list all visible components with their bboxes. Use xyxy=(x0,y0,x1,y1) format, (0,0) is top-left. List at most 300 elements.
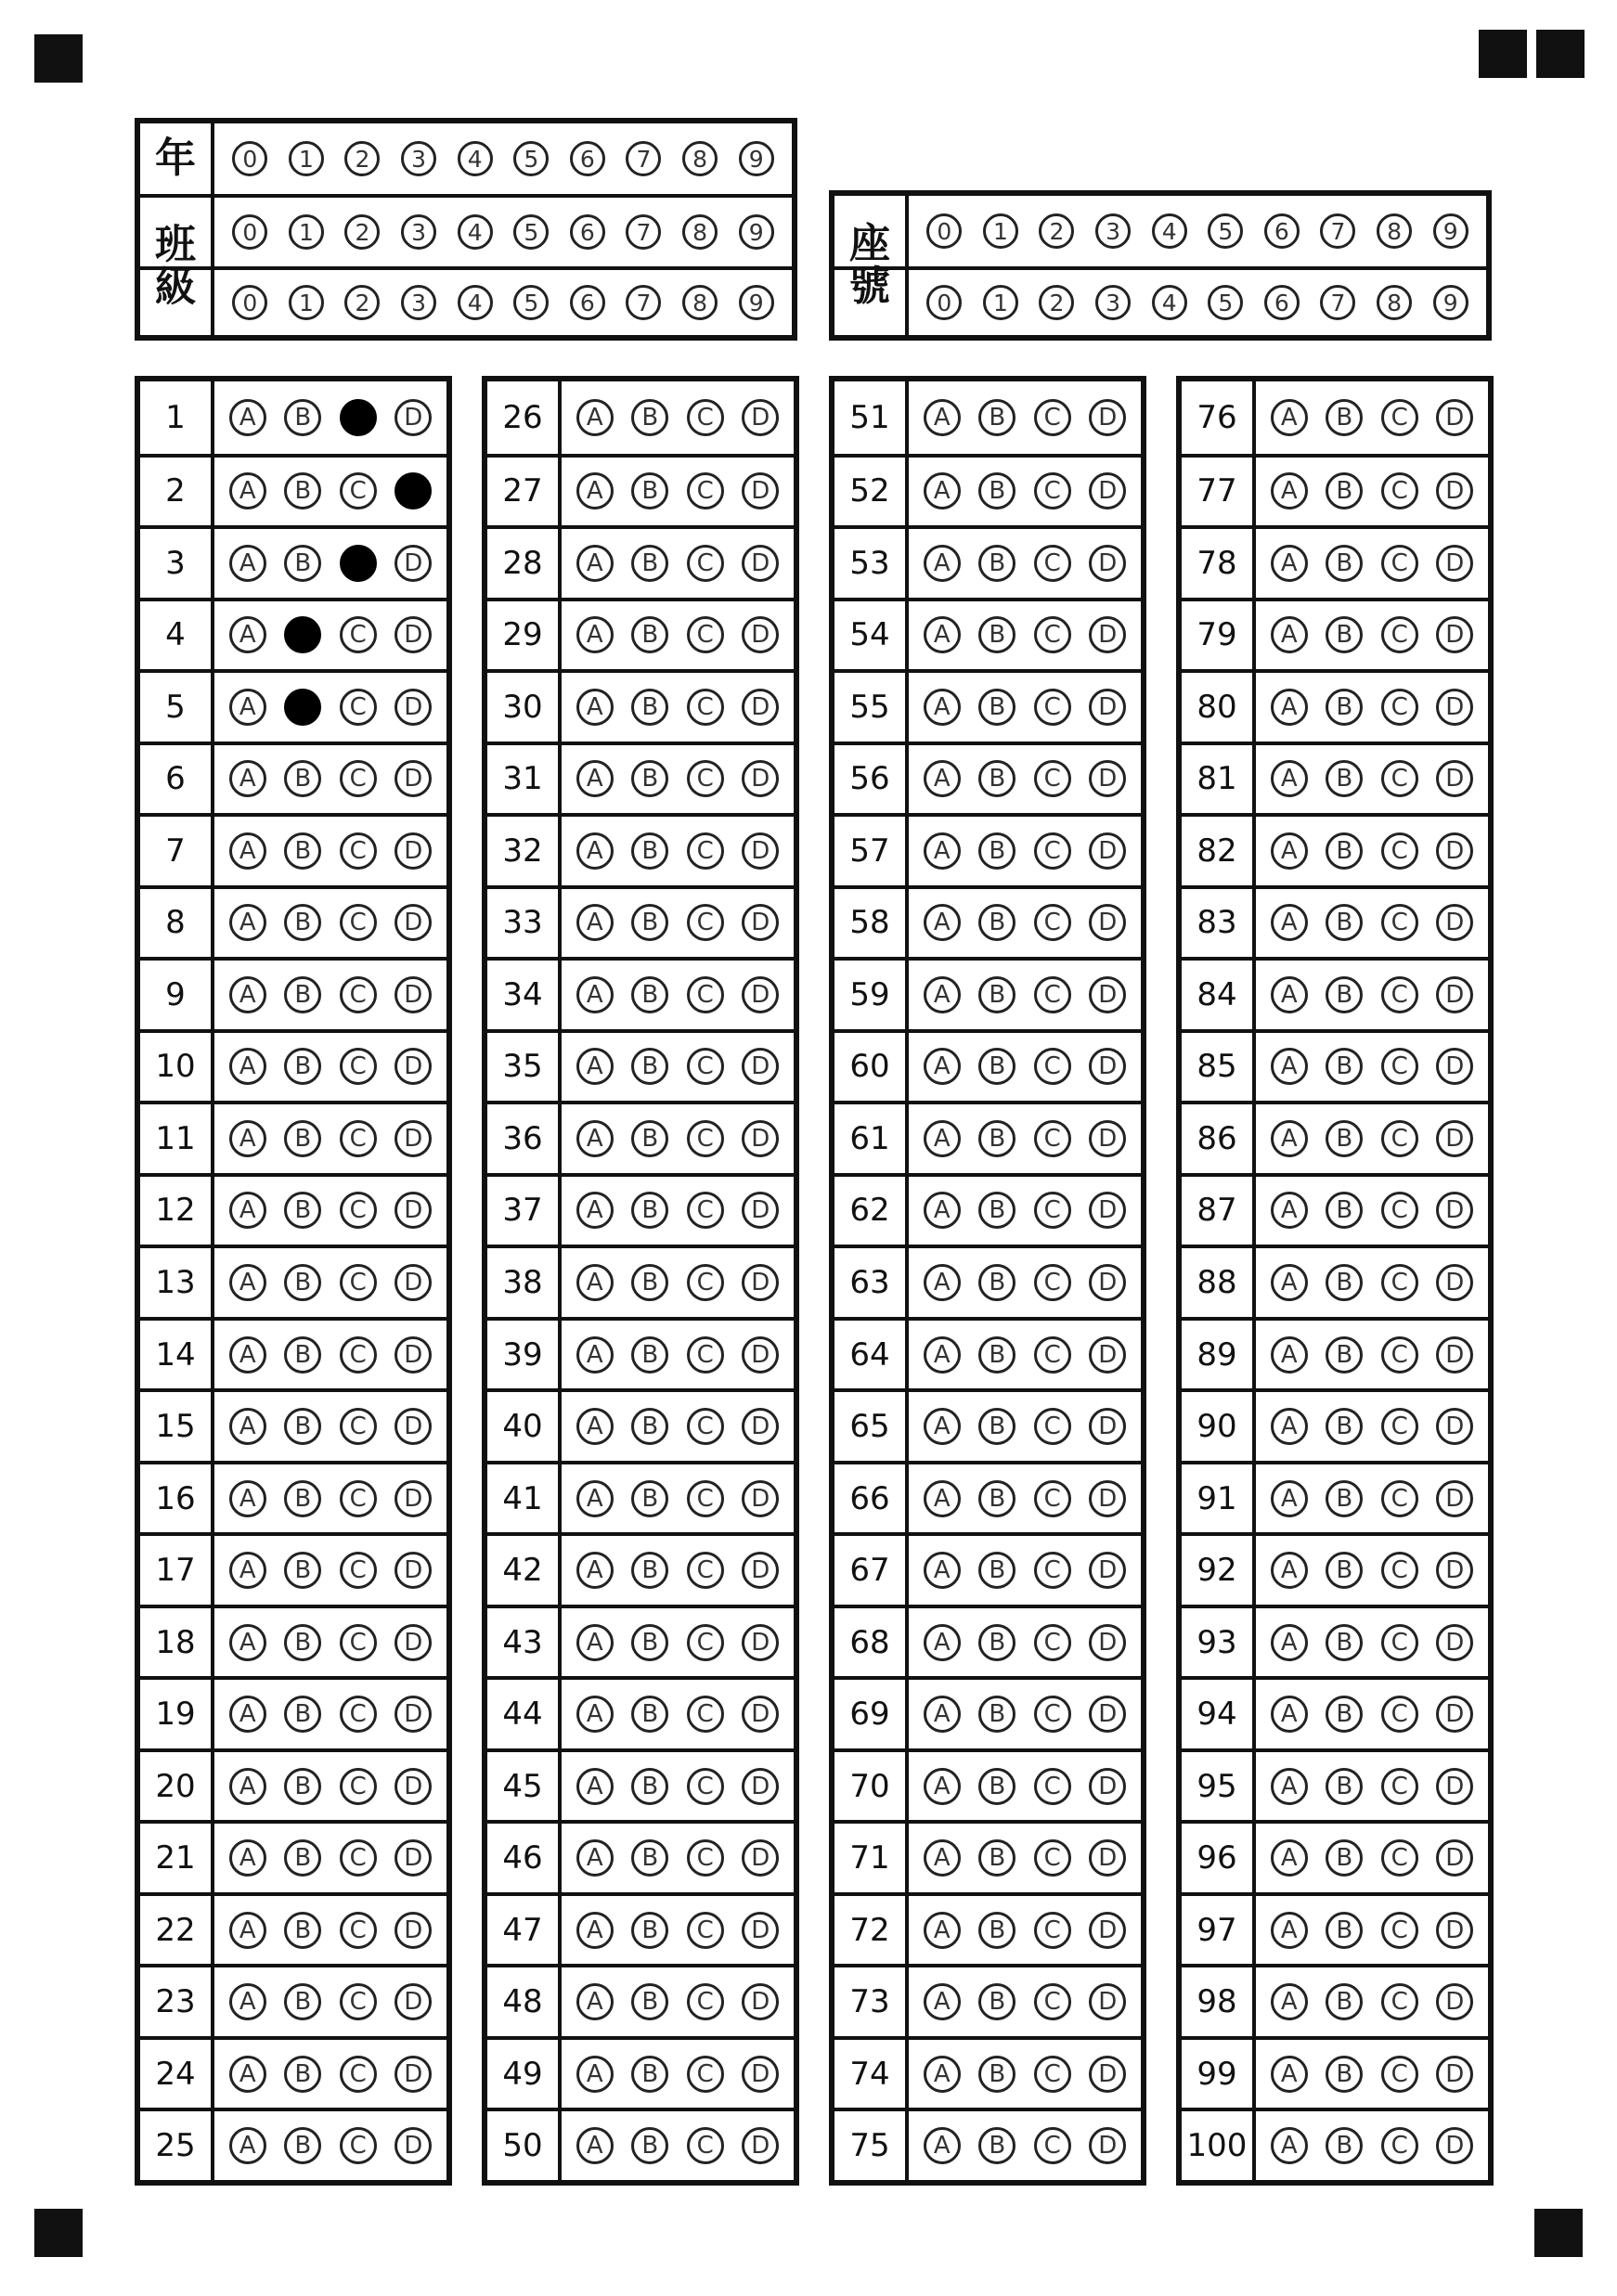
answer-bubble-b[interactable]: B xyxy=(631,689,668,726)
answer-bubble-b[interactable]: B xyxy=(284,1624,321,1661)
answer-bubble-d[interactable]: D xyxy=(742,399,779,436)
answer-bubble-d[interactable]: D xyxy=(1436,904,1473,941)
answer-bubble-c[interactable]: C xyxy=(1381,616,1418,653)
answer-bubble-b[interactable]: B xyxy=(1326,1120,1363,1157)
answer-bubble-a[interactable]: A xyxy=(229,1336,266,1374)
answer-bubble-a[interactable]: A xyxy=(576,1912,614,1949)
answer-bubble-d[interactable]: D xyxy=(1436,1192,1473,1229)
answer-bubble-a[interactable]: A xyxy=(924,1839,961,1877)
answer-bubble-b[interactable]: B xyxy=(631,2056,668,2093)
answer-bubble-c[interactable]: C xyxy=(1034,1552,1071,1589)
answer-bubble-d[interactable]: D xyxy=(1436,545,1473,582)
answer-bubble-c[interactable]: C xyxy=(687,1839,724,1877)
answer-bubble-d[interactable]: D xyxy=(395,1768,432,1805)
answer-bubble-d[interactable]: D xyxy=(1089,1839,1126,1877)
answer-bubble-a[interactable]: A xyxy=(576,1552,614,1589)
digit-bubble-6[interactable]: 6 xyxy=(1264,213,1300,249)
answer-bubble-d[interactable]: D xyxy=(1089,760,1126,797)
answer-bubble-a[interactable]: A xyxy=(576,1192,614,1229)
answer-bubble-b[interactable]: B xyxy=(631,1983,668,2020)
answer-bubble-d[interactable]: D xyxy=(1089,2056,1126,2093)
answer-bubble-c[interactable]: C xyxy=(340,832,377,870)
digit-bubble-1[interactable]: 1 xyxy=(983,213,1018,249)
answer-bubble-b[interactable]: B xyxy=(284,399,321,436)
answer-bubble-d[interactable]: D xyxy=(1089,1696,1126,1733)
answer-bubble-d[interactable]: D xyxy=(1089,1408,1126,1445)
answer-bubble-b[interactable]: B xyxy=(631,1408,668,1445)
answer-bubble-c[interactable]: C xyxy=(1381,1983,1418,2020)
answer-bubble-d[interactable]: D xyxy=(1089,1552,1126,1589)
answer-bubble-b[interactable]: B xyxy=(631,1264,668,1301)
answer-bubble-a[interactable]: A xyxy=(924,1048,961,1085)
answer-bubble-a[interactable]: A xyxy=(924,1408,961,1445)
answer-bubble-c[interactable]: C xyxy=(1034,1408,1071,1445)
answer-bubble-a[interactable]: A xyxy=(229,399,266,436)
digit-bubble-9[interactable]: 9 xyxy=(1433,213,1468,249)
answer-bubble-a[interactable]: A xyxy=(229,1480,266,1517)
answer-bubble-d[interactable]: D xyxy=(1436,1048,1473,1085)
answer-bubble-d[interactable]: D xyxy=(395,1192,432,1229)
answer-bubble-d[interactable]: D xyxy=(1089,472,1126,510)
answer-bubble-d[interactable]: D xyxy=(1089,545,1126,582)
answer-bubble-a[interactable]: A xyxy=(1271,1552,1308,1589)
answer-bubble-a[interactable]: A xyxy=(576,399,614,436)
answer-bubble-c[interactable]: C xyxy=(340,1552,377,1589)
answer-bubble-b[interactable]: B xyxy=(631,399,668,436)
answer-bubble-a[interactable]: A xyxy=(229,472,266,510)
answer-bubble-a[interactable]: A xyxy=(576,904,614,941)
answer-bubble-c[interactable]: C xyxy=(1381,1552,1418,1589)
answer-bubble-b[interactable]: B xyxy=(631,545,668,582)
answer-bubble-c[interactable]: C xyxy=(687,2127,724,2164)
answer-bubble-d[interactable]: D xyxy=(742,1120,779,1157)
answer-bubble-c[interactable]: C xyxy=(340,1480,377,1517)
answer-bubble-c[interactable]: C xyxy=(1034,904,1071,941)
digit-bubble-1[interactable]: 1 xyxy=(289,285,324,320)
answer-bubble-c[interactable]: C xyxy=(687,904,724,941)
answer-bubble-b[interactable]: B xyxy=(631,472,668,510)
answer-bubble-d[interactable]: D xyxy=(1089,904,1126,941)
answer-bubble-a[interactable]: A xyxy=(576,1839,614,1877)
answer-bubble-c[interactable]: C xyxy=(1034,472,1071,510)
answer-bubble-b[interactable]: B xyxy=(1326,1480,1363,1517)
answer-bubble-b[interactable]: B xyxy=(978,2127,1015,2164)
answer-bubble-c[interactable]: C xyxy=(340,1839,377,1877)
answer-bubble-d[interactable]: D xyxy=(742,1839,779,1877)
answer-bubble-d[interactable]: D xyxy=(1436,689,1473,726)
answer-bubble-a[interactable]: A xyxy=(924,2056,961,2093)
answer-bubble-b[interactable]: B xyxy=(1326,976,1363,1013)
answer-bubble-d[interactable]: D xyxy=(742,1768,779,1805)
answer-bubble-b[interactable]: B xyxy=(284,1983,321,2020)
answer-bubble-c[interactable]: C xyxy=(687,1336,724,1374)
answer-bubble-b[interactable]: B xyxy=(1326,1552,1363,1589)
answer-bubble-a[interactable]: A xyxy=(1271,1624,1308,1661)
answer-bubble-d[interactable]: D xyxy=(742,904,779,941)
answer-bubble-a[interactable]: A xyxy=(576,1624,614,1661)
answer-bubble-a[interactable]: A xyxy=(576,616,614,653)
answer-bubble-c[interactable]: C xyxy=(687,2056,724,2093)
digit-bubble-5[interactable]: 5 xyxy=(513,285,549,320)
answer-bubble-c[interactable]: C xyxy=(1034,689,1071,726)
answer-bubble-b[interactable]: B xyxy=(978,1120,1015,1157)
answer-bubble-d[interactable]: D xyxy=(742,832,779,870)
answer-bubble-a[interactable]: A xyxy=(924,904,961,941)
digit-bubble-8[interactable]: 8 xyxy=(1377,213,1412,249)
answer-bubble-c[interactable]: C xyxy=(340,1408,377,1445)
answer-bubble-d[interactable]: D xyxy=(1436,1624,1473,1661)
answer-bubble-d[interactable]: D xyxy=(395,2127,432,2164)
answer-bubble-a[interactable]: A xyxy=(229,2127,266,2164)
digit-bubble-0[interactable]: 0 xyxy=(232,214,267,250)
digit-bubble-2[interactable]: 2 xyxy=(1039,213,1074,249)
answer-bubble-c[interactable]: C xyxy=(340,545,377,582)
answer-bubble-a[interactable]: A xyxy=(576,1768,614,1805)
answer-bubble-a[interactable]: A xyxy=(1271,832,1308,870)
answer-bubble-b[interactable]: B xyxy=(978,545,1015,582)
answer-bubble-a[interactable]: A xyxy=(229,1408,266,1445)
answer-bubble-a[interactable]: A xyxy=(1271,904,1308,941)
answer-bubble-a[interactable]: A xyxy=(1271,1264,1308,1301)
answer-bubble-d[interactable]: D xyxy=(395,1552,432,1589)
answer-bubble-c[interactable]: C xyxy=(340,1336,377,1374)
answer-bubble-b[interactable]: B xyxy=(978,1768,1015,1805)
answer-bubble-b[interactable]: B xyxy=(978,760,1015,797)
answer-bubble-a[interactable]: A xyxy=(924,1192,961,1229)
answer-bubble-d[interactable]: D xyxy=(395,1696,432,1733)
answer-bubble-a[interactable]: A xyxy=(1271,616,1308,653)
answer-bubble-a[interactable]: A xyxy=(576,689,614,726)
digit-bubble-8[interactable]: 8 xyxy=(1377,285,1412,320)
answer-bubble-d[interactable]: D xyxy=(1436,760,1473,797)
answer-bubble-a[interactable]: A xyxy=(229,616,266,653)
digit-bubble-5[interactable]: 5 xyxy=(1208,285,1243,320)
answer-bubble-a[interactable]: A xyxy=(1271,689,1308,726)
answer-bubble-b[interactable]: B xyxy=(631,1048,668,1085)
answer-bubble-b[interactable]: B xyxy=(631,1839,668,1877)
answer-bubble-d[interactable]: D xyxy=(742,1048,779,1085)
answer-bubble-b[interactable]: B xyxy=(631,904,668,941)
answer-bubble-c[interactable]: C xyxy=(1381,1624,1418,1661)
answer-bubble-b[interactable]: B xyxy=(1326,1048,1363,1085)
answer-bubble-a[interactable]: A xyxy=(1271,1480,1308,1517)
answer-bubble-a[interactable]: A xyxy=(924,1768,961,1805)
answer-bubble-a[interactable]: A xyxy=(1271,976,1308,1013)
answer-bubble-b[interactable]: B xyxy=(284,472,321,510)
answer-bubble-d[interactable]: D xyxy=(1436,399,1473,436)
answer-bubble-d[interactable]: D xyxy=(742,616,779,653)
digit-bubble-4[interactable]: 4 xyxy=(1152,285,1187,320)
answer-bubble-b[interactable]: B xyxy=(284,1839,321,1877)
digit-bubble-7[interactable]: 7 xyxy=(1320,285,1355,320)
answer-bubble-b[interactable]: B xyxy=(978,689,1015,726)
answer-bubble-c[interactable]: C xyxy=(687,1983,724,2020)
answer-bubble-d[interactable]: D xyxy=(742,472,779,510)
answer-bubble-d[interactable]: D xyxy=(1089,1336,1126,1374)
answer-bubble-d[interactable]: D xyxy=(1436,976,1473,1013)
answer-bubble-c[interactable]: C xyxy=(340,1264,377,1301)
answer-bubble-d[interactable]: D xyxy=(1089,1768,1126,1805)
answer-bubble-d[interactable]: D xyxy=(1089,1624,1126,1661)
answer-bubble-d[interactable]: D xyxy=(742,976,779,1013)
answer-bubble-d[interactable]: D xyxy=(395,1408,432,1445)
answer-bubble-b[interactable]: B xyxy=(978,1336,1015,1374)
answer-bubble-c[interactable]: C xyxy=(687,1480,724,1517)
answer-bubble-c[interactable]: C xyxy=(687,545,724,582)
answer-bubble-a[interactable]: A xyxy=(1271,1336,1308,1374)
answer-bubble-d[interactable]: D xyxy=(1089,1048,1126,1085)
answer-bubble-d[interactable]: D xyxy=(742,760,779,797)
digit-bubble-2[interactable]: 2 xyxy=(1039,285,1074,320)
answer-bubble-a[interactable]: A xyxy=(229,904,266,941)
answer-bubble-c[interactable]: C xyxy=(1034,545,1071,582)
answer-bubble-d[interactable]: D xyxy=(1089,1983,1126,2020)
answer-bubble-b[interactable]: B xyxy=(284,1768,321,1805)
digit-bubble-0[interactable]: 0 xyxy=(926,285,962,320)
digit-bubble-1[interactable]: 1 xyxy=(289,141,324,176)
answer-bubble-a[interactable]: A xyxy=(229,1768,266,1805)
answer-bubble-d[interactable]: D xyxy=(395,976,432,1013)
answer-bubble-a[interactable]: A xyxy=(924,2127,961,2164)
answer-bubble-a[interactable]: A xyxy=(1271,1839,1308,1877)
answer-bubble-b[interactable]: B xyxy=(284,1192,321,1229)
answer-bubble-a[interactable]: A xyxy=(576,472,614,510)
answer-bubble-a[interactable]: A xyxy=(924,689,961,726)
answer-bubble-a[interactable]: A xyxy=(924,1624,961,1661)
answer-bubble-a[interactable]: A xyxy=(229,1624,266,1661)
answer-bubble-b[interactable]: B xyxy=(978,1480,1015,1517)
answer-bubble-d[interactable]: D xyxy=(395,832,432,870)
answer-bubble-b[interactable]: B xyxy=(631,760,668,797)
digit-bubble-9[interactable]: 9 xyxy=(739,214,774,250)
answer-bubble-b[interactable]: B xyxy=(631,832,668,870)
answer-bubble-c[interactable]: C xyxy=(687,1048,724,1085)
answer-bubble-c[interactable]: C xyxy=(1034,2127,1071,2164)
answer-bubble-c[interactable]: C xyxy=(687,760,724,797)
digit-bubble-1[interactable]: 1 xyxy=(983,285,1018,320)
answer-bubble-c[interactable]: C xyxy=(1381,904,1418,941)
answer-bubble-a[interactable]: A xyxy=(924,832,961,870)
answer-bubble-d[interactable]: D xyxy=(1436,2056,1473,2093)
answer-bubble-d[interactable]: D xyxy=(395,2056,432,2093)
answer-bubble-c[interactable]: C xyxy=(340,1696,377,1733)
answer-bubble-b[interactable]: B xyxy=(284,1336,321,1374)
answer-bubble-c[interactable]: C xyxy=(1381,1696,1418,1733)
answer-bubble-b[interactable]: B xyxy=(631,1696,668,1733)
answer-bubble-a[interactable]: A xyxy=(924,976,961,1013)
answer-bubble-c[interactable]: C xyxy=(1034,1480,1071,1517)
answer-bubble-b[interactable]: B xyxy=(284,904,321,941)
answer-bubble-d[interactable]: D xyxy=(1436,1408,1473,1445)
answer-bubble-c[interactable]: C xyxy=(687,976,724,1013)
answer-bubble-c[interactable]: C xyxy=(1381,832,1418,870)
digit-bubble-7[interactable]: 7 xyxy=(626,141,661,176)
answer-bubble-c[interactable]: C xyxy=(340,472,377,510)
answer-bubble-c[interactable]: C xyxy=(687,616,724,653)
digit-bubble-6[interactable]: 6 xyxy=(570,141,605,176)
answer-bubble-b[interactable]: B xyxy=(284,1120,321,1157)
answer-bubble-c[interactable]: C xyxy=(1381,1408,1418,1445)
answer-bubble-c[interactable]: C xyxy=(687,689,724,726)
answer-bubble-b[interactable]: B xyxy=(284,1480,321,1517)
answer-bubble-d[interactable]: D xyxy=(1436,1336,1473,1374)
answer-bubble-c[interactable]: C xyxy=(340,2127,377,2164)
answer-bubble-a[interactable]: A xyxy=(229,1839,266,1877)
answer-bubble-d[interactable]: D xyxy=(395,1336,432,1374)
answer-bubble-b[interactable]: B xyxy=(1326,689,1363,726)
answer-bubble-a[interactable]: A xyxy=(229,1552,266,1589)
answer-bubble-a[interactable]: A xyxy=(924,616,961,653)
answer-bubble-a[interactable]: A xyxy=(1271,1912,1308,1949)
answer-bubble-c[interactable]: C xyxy=(687,1408,724,1445)
answer-bubble-a[interactable]: A xyxy=(1271,760,1308,797)
answer-bubble-b[interactable]: B xyxy=(1326,472,1363,510)
answer-bubble-d[interactable]: D xyxy=(1436,1768,1473,1805)
answer-bubble-b[interactable]: B xyxy=(978,616,1015,653)
answer-bubble-d[interactable]: D xyxy=(742,1624,779,1661)
answer-bubble-c[interactable]: C xyxy=(340,1768,377,1805)
answer-bubble-d[interactable]: D xyxy=(1436,1983,1473,2020)
answer-bubble-d[interactable]: D xyxy=(1089,689,1126,726)
answer-bubble-c[interactable]: C xyxy=(340,399,377,436)
digit-bubble-7[interactable]: 7 xyxy=(1320,213,1355,249)
answer-bubble-a[interactable]: A xyxy=(924,1912,961,1949)
digit-bubble-7[interactable]: 7 xyxy=(626,285,661,320)
digit-bubble-2[interactable]: 2 xyxy=(344,285,380,320)
answer-bubble-d[interactable]: D xyxy=(1436,616,1473,653)
answer-bubble-c[interactable]: C xyxy=(340,1120,377,1157)
digit-bubble-6[interactable]: 6 xyxy=(570,214,605,250)
answer-bubble-c[interactable]: C xyxy=(340,904,377,941)
answer-bubble-a[interactable]: A xyxy=(229,1120,266,1157)
answer-bubble-b[interactable]: B xyxy=(978,399,1015,436)
answer-bubble-c[interactable]: C xyxy=(687,1552,724,1589)
answer-bubble-d[interactable]: D xyxy=(1436,1839,1473,1877)
answer-bubble-d[interactable]: D xyxy=(1436,1120,1473,1157)
digit-bubble-6[interactable]: 6 xyxy=(1264,285,1300,320)
answer-bubble-b[interactable]: B xyxy=(978,1839,1015,1877)
answer-bubble-b[interactable]: B xyxy=(1326,1696,1363,1733)
answer-bubble-a[interactable]: A xyxy=(229,1912,266,1949)
answer-bubble-c[interactable]: C xyxy=(1381,1912,1418,1949)
answer-bubble-c[interactable]: C xyxy=(687,832,724,870)
digit-bubble-7[interactable]: 7 xyxy=(626,214,661,250)
answer-bubble-a[interactable]: A xyxy=(229,1264,266,1301)
answer-bubble-c[interactable]: C xyxy=(1381,976,1418,1013)
answer-bubble-c[interactable]: C xyxy=(687,472,724,510)
answer-bubble-d[interactable]: D xyxy=(1436,472,1473,510)
answer-bubble-d[interactable]: D xyxy=(1436,832,1473,870)
answer-bubble-c[interactable]: C xyxy=(687,1768,724,1805)
digit-bubble-3[interactable]: 3 xyxy=(401,285,436,320)
answer-bubble-b[interactable]: B xyxy=(1326,399,1363,436)
answer-bubble-b[interactable]: B xyxy=(1326,2127,1363,2164)
answer-bubble-d[interactable]: D xyxy=(395,1983,432,2020)
answer-bubble-d[interactable]: D xyxy=(395,760,432,797)
answer-bubble-d[interactable]: D xyxy=(742,1983,779,2020)
answer-bubble-a[interactable]: A xyxy=(924,1480,961,1517)
answer-bubble-a[interactable]: A xyxy=(1271,1408,1308,1445)
answer-bubble-c[interactable]: C xyxy=(340,616,377,653)
answer-bubble-d[interactable]: D xyxy=(395,1120,432,1157)
answer-bubble-c[interactable]: C xyxy=(1034,760,1071,797)
answer-bubble-a[interactable]: A xyxy=(576,545,614,582)
answer-bubble-b[interactable]: B xyxy=(1326,1264,1363,1301)
answer-bubble-a[interactable]: A xyxy=(1271,1048,1308,1085)
digit-bubble-3[interactable]: 3 xyxy=(401,214,436,250)
answer-bubble-c[interactable]: C xyxy=(1381,1264,1418,1301)
answer-bubble-a[interactable]: A xyxy=(1271,1768,1308,1805)
answer-bubble-c[interactable]: C xyxy=(1034,616,1071,653)
answer-bubble-d[interactable]: D xyxy=(395,1264,432,1301)
digit-bubble-5[interactable]: 5 xyxy=(1208,213,1243,249)
answer-bubble-d[interactable]: D xyxy=(1436,1480,1473,1517)
answer-bubble-b[interactable]: B xyxy=(284,689,321,726)
answer-bubble-c[interactable]: C xyxy=(687,1264,724,1301)
answer-bubble-b[interactable]: B xyxy=(284,545,321,582)
answer-bubble-c[interactable]: C xyxy=(687,1912,724,1949)
answer-bubble-b[interactable]: B xyxy=(978,1696,1015,1733)
answer-bubble-b[interactable]: B xyxy=(284,1552,321,1589)
answer-bubble-b[interactable]: B xyxy=(631,976,668,1013)
digit-bubble-3[interactable]: 3 xyxy=(401,141,436,176)
answer-bubble-a[interactable]: A xyxy=(924,545,961,582)
answer-bubble-b[interactable]: B xyxy=(1326,760,1363,797)
answer-bubble-c[interactable]: C xyxy=(687,1120,724,1157)
answer-bubble-a[interactable]: A xyxy=(576,1408,614,1445)
answer-bubble-a[interactable]: A xyxy=(1271,1696,1308,1733)
answer-bubble-d[interactable]: D xyxy=(395,472,432,510)
answer-bubble-c[interactable]: C xyxy=(1034,1912,1071,1949)
answer-bubble-d[interactable]: D xyxy=(1436,1696,1473,1733)
answer-bubble-c[interactable]: C xyxy=(687,1696,724,1733)
answer-bubble-b[interactable]: B xyxy=(284,976,321,1013)
answer-bubble-c[interactable]: C xyxy=(1034,1768,1071,1805)
answer-bubble-a[interactable]: A xyxy=(1271,545,1308,582)
answer-bubble-c[interactable]: C xyxy=(340,976,377,1013)
answer-bubble-d[interactable]: D xyxy=(395,616,432,653)
answer-bubble-d[interactable]: D xyxy=(1436,1912,1473,1949)
answer-bubble-c[interactable]: C xyxy=(1034,1624,1071,1661)
answer-bubble-a[interactable]: A xyxy=(229,689,266,726)
answer-bubble-d[interactable]: D xyxy=(742,2127,779,2164)
answer-bubble-d[interactable]: D xyxy=(742,1408,779,1445)
answer-bubble-d[interactable]: D xyxy=(742,1336,779,1374)
answer-bubble-c[interactable]: C xyxy=(1381,689,1418,726)
answer-bubble-d[interactable]: D xyxy=(395,1839,432,1877)
answer-bubble-c[interactable]: C xyxy=(1381,545,1418,582)
answer-bubble-d[interactable]: D xyxy=(742,545,779,582)
answer-bubble-b[interactable]: B xyxy=(1326,1408,1363,1445)
answer-bubble-c[interactable]: C xyxy=(340,689,377,726)
answer-bubble-c[interactable]: C xyxy=(1034,1839,1071,1877)
digit-bubble-5[interactable]: 5 xyxy=(513,214,549,250)
answer-bubble-a[interactable]: A xyxy=(229,760,266,797)
digit-bubble-3[interactable]: 3 xyxy=(1095,213,1131,249)
answer-bubble-b[interactable]: B xyxy=(631,2127,668,2164)
answer-bubble-d[interactable]: D xyxy=(1436,1552,1473,1589)
answer-bubble-c[interactable]: C xyxy=(340,760,377,797)
answer-bubble-d[interactable]: D xyxy=(1089,1120,1126,1157)
answer-bubble-c[interactable]: C xyxy=(1034,1983,1071,2020)
answer-bubble-d[interactable]: D xyxy=(395,399,432,436)
answer-bubble-b[interactable]: B xyxy=(978,1624,1015,1661)
answer-bubble-c[interactable]: C xyxy=(1381,1120,1418,1157)
digit-bubble-6[interactable]: 6 xyxy=(570,285,605,320)
digit-bubble-1[interactable]: 1 xyxy=(289,214,324,250)
answer-bubble-d[interactable]: D xyxy=(742,1552,779,1589)
digit-bubble-8[interactable]: 8 xyxy=(682,141,718,176)
